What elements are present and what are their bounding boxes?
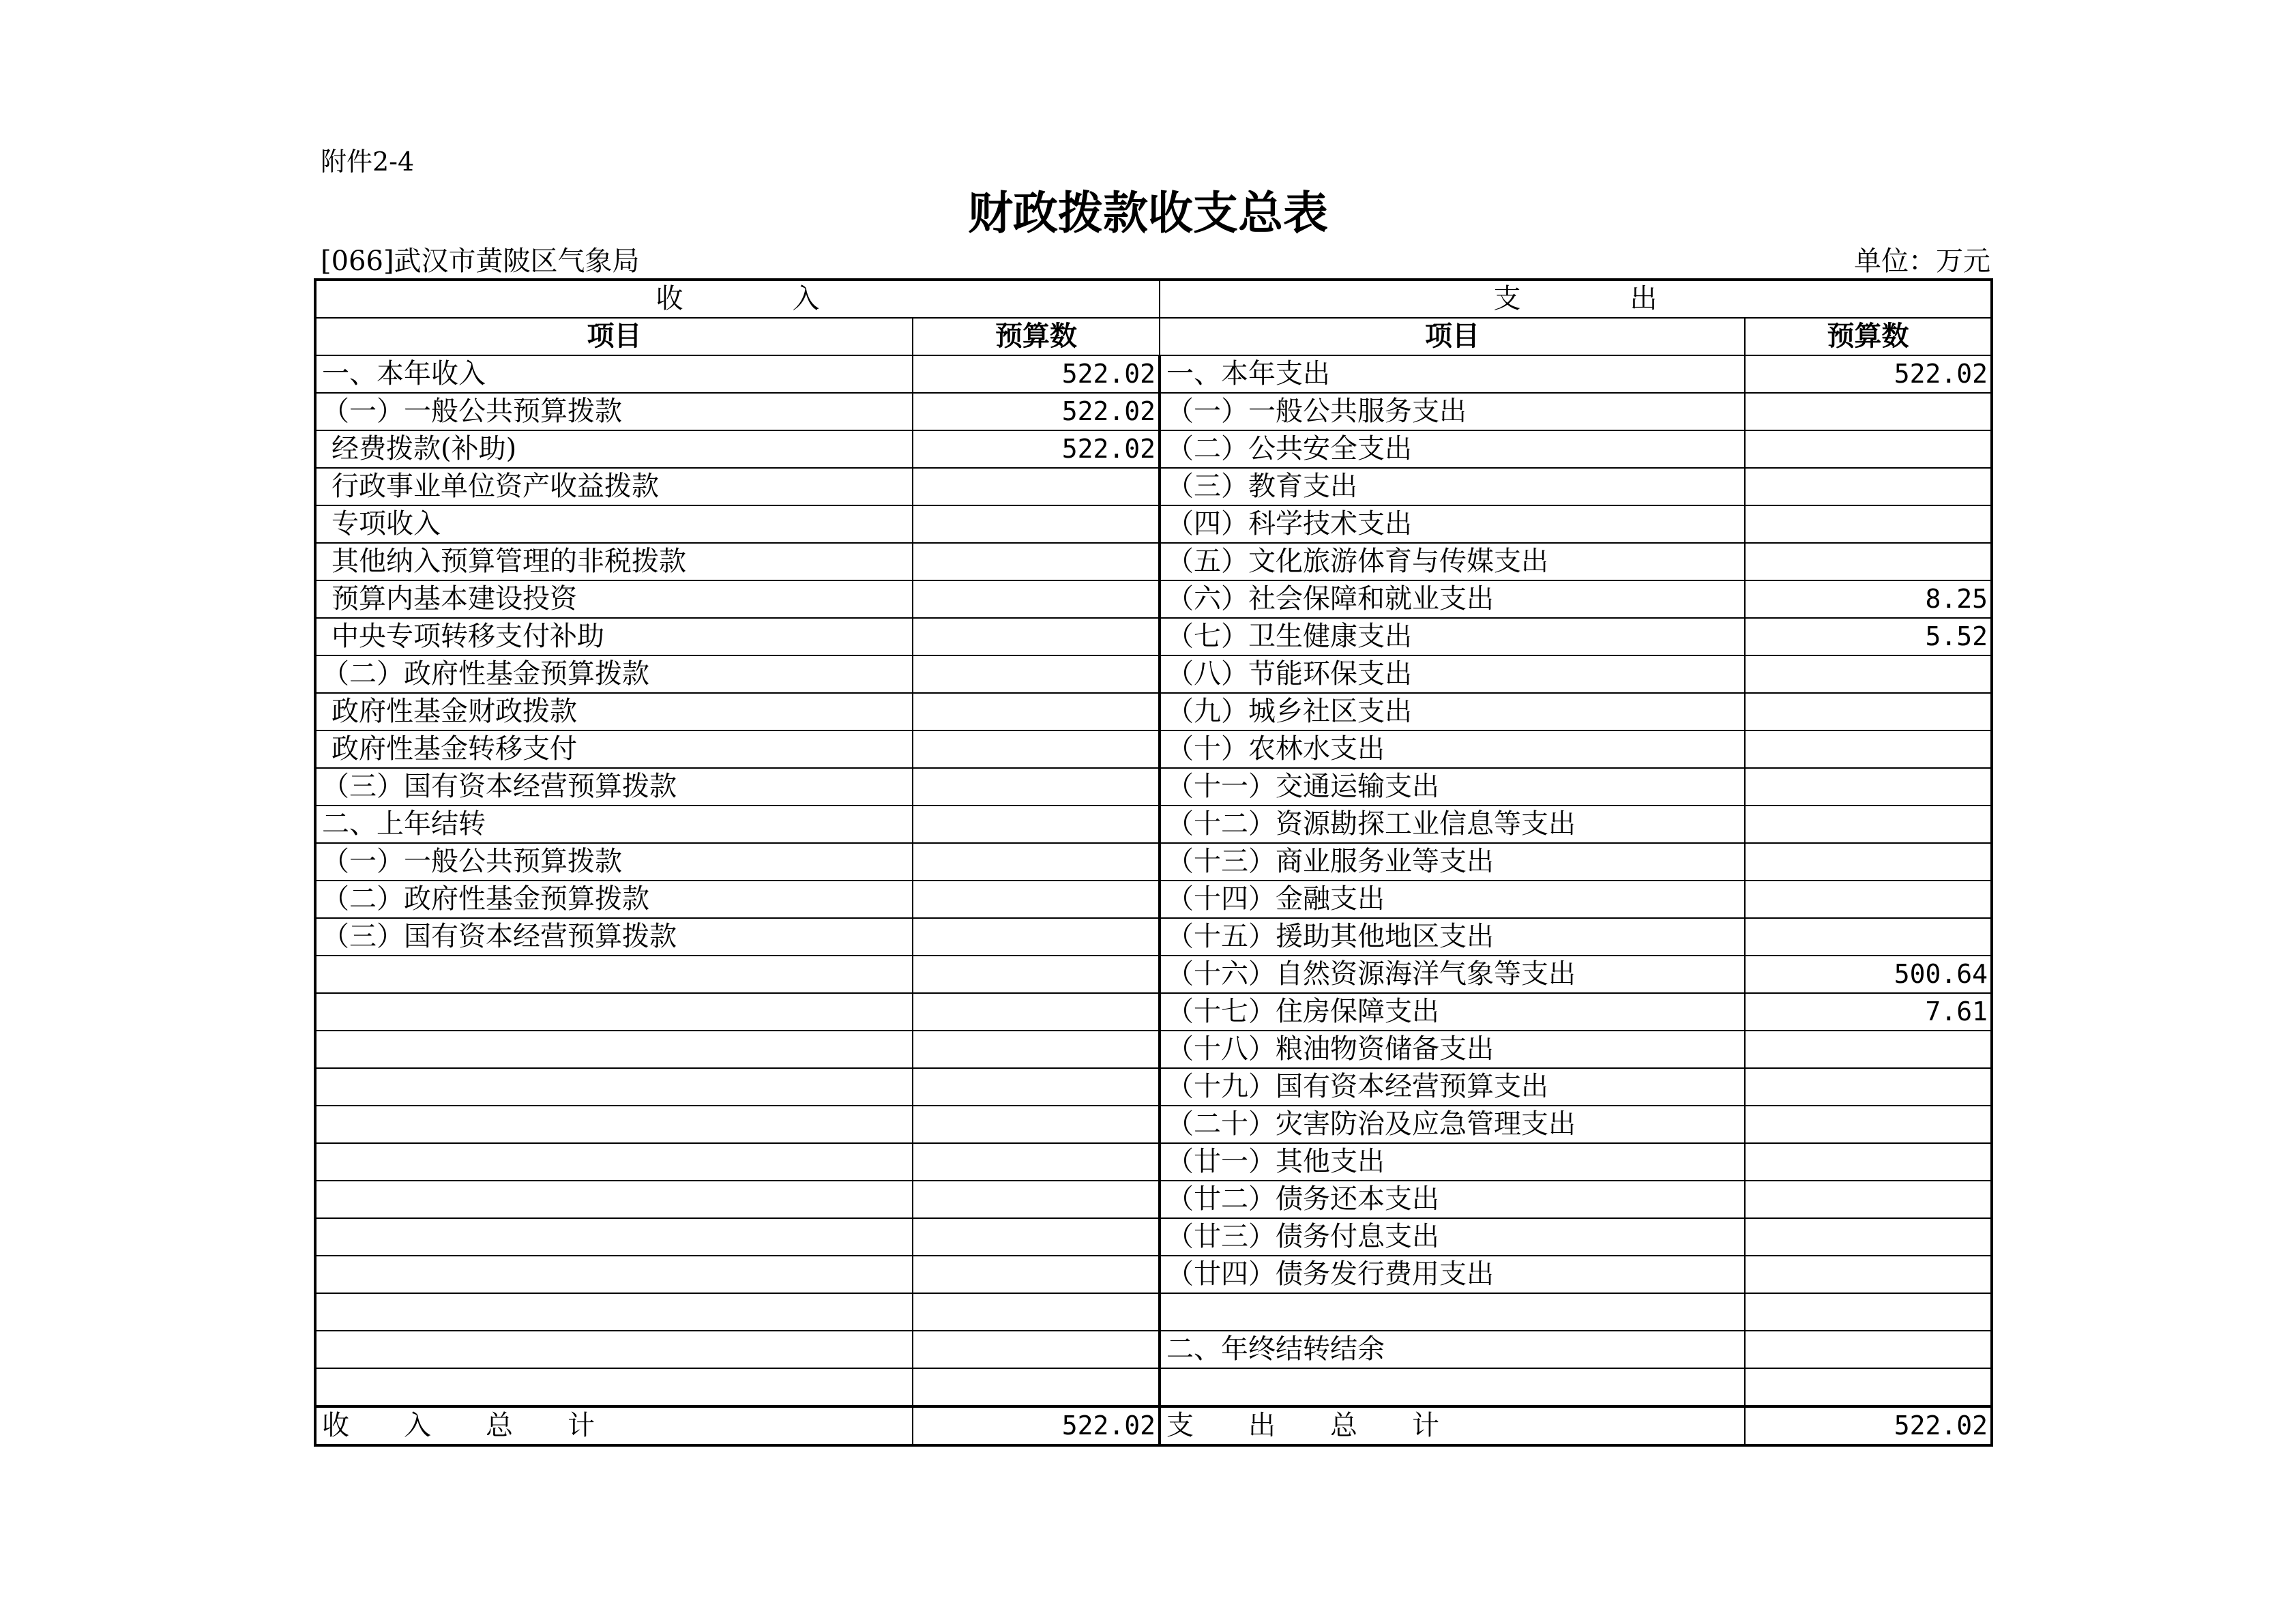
income-item-cell: 行政事业单位资产收益拨款 (315, 468, 913, 505)
expense-budget-cell (1745, 881, 1992, 918)
expense-item-cell: （九）城乡社区支出 (1160, 693, 1745, 730)
income-item-cell (315, 1331, 913, 1368)
expense-budget-cell: 7.61 (1745, 993, 1992, 1031)
income-budget-cell (913, 1181, 1160, 1218)
table-row (315, 655, 1992, 693)
expense-budget-cell (1745, 1143, 1992, 1181)
expense-budget-cell (1745, 768, 1992, 806)
income-budget-cell (913, 806, 1160, 843)
table-row (315, 1256, 1992, 1293)
table-row (315, 693, 1992, 730)
expense-budget-header: 预算数 (1745, 318, 1992, 355)
income-budget-cell (913, 1293, 1160, 1331)
expense-item-cell: （四）科学技术支出 (1160, 505, 1745, 543)
expense-item-cell: 一、本年支出 (1160, 355, 1745, 393)
income-budget-cell (913, 1068, 1160, 1106)
table-row (315, 956, 1992, 993)
table-body (315, 355, 1992, 1406)
expense-item-header: 项目 (1160, 318, 1745, 355)
income-budget-cell (913, 693, 1160, 730)
table-row (315, 843, 1992, 881)
income-budget-cell (913, 1031, 1160, 1068)
expense-budget-cell (1745, 468, 1992, 505)
organization-name: [066]武汉市黄陂区气象局 (321, 246, 640, 277)
expense-item-cell: （十一）交通运输支出 (1160, 768, 1745, 806)
income-budget-cell (913, 543, 1160, 580)
expense-item-cell (1160, 1368, 1745, 1406)
expense-budget-cell (1745, 1181, 1992, 1218)
table-row (315, 881, 1992, 918)
table-row (315, 1068, 1992, 1106)
table-row (315, 1031, 1992, 1068)
expense-budget-cell (1745, 1106, 1992, 1143)
income-budget-header: 预算数 (913, 318, 1160, 355)
expense-item-cell: （六）社会保障和就业支出 (1160, 580, 1745, 618)
income-total-label: 收 入 总 计 (315, 1406, 913, 1445)
expense-budget-cell (1745, 505, 1992, 543)
table-row (315, 543, 1992, 580)
income-item-cell: 政府性基金财政拨款 (315, 693, 913, 730)
page-title: 财政拨款收支总表 (968, 187, 1328, 239)
expense-item-cell: （十七）住房保障支出 (1160, 993, 1745, 1031)
table-row (315, 1331, 1992, 1368)
income-item-cell (315, 1143, 913, 1181)
income-budget-cell (913, 618, 1160, 655)
income-item-cell: 专项收入 (315, 505, 913, 543)
expense-budget-cell (1745, 693, 1992, 730)
income-budget-cell (913, 918, 1160, 956)
table-row (315, 806, 1992, 843)
income-item-cell (315, 1106, 913, 1143)
table-row (315, 618, 1992, 655)
table-row (315, 1368, 1992, 1406)
income-budget-cell (913, 1368, 1160, 1406)
expense-budget-cell: 500.64 (1745, 956, 1992, 993)
expense-budget-cell (1745, 918, 1992, 956)
expense-item-cell: 二、年终结转结余 (1160, 1331, 1745, 1368)
income-item-cell: 预算内基本建设投资 (315, 580, 913, 618)
expense-budget-cell (1745, 806, 1992, 843)
expense-item-cell: （廿二）债务还本支出 (1160, 1181, 1745, 1218)
income-item-cell: （二）政府性基金预算拨款 (315, 655, 913, 693)
expense-item-cell: （二）公共安全支出 (1160, 430, 1745, 468)
expense-budget-cell (1745, 655, 1992, 693)
income-budget-cell (913, 1143, 1160, 1181)
income-item-cell: 二、上年结转 (315, 806, 913, 843)
income-item-cell (315, 1181, 913, 1218)
income-item-cell: （一）一般公共预算拨款 (315, 393, 913, 430)
expense-item-cell: （十三）商业服务业等支出 (1160, 843, 1745, 881)
income-budget-cell (913, 1106, 1160, 1143)
income-item-cell (315, 956, 913, 993)
income-item-cell (315, 1256, 913, 1293)
expense-budget-cell (1745, 1331, 1992, 1368)
expense-item-cell: （十四）金融支出 (1160, 881, 1745, 918)
income-item-cell: 一、本年收入 (315, 355, 913, 393)
expense-total-value: 522.02 (1745, 1406, 1992, 1445)
income-budget-cell (913, 1331, 1160, 1368)
income-budget-cell: 522.02 (913, 430, 1160, 468)
table-row (315, 1143, 1992, 1181)
income-budget-cell (913, 1218, 1160, 1256)
expense-budget-cell (1745, 1368, 1992, 1406)
table-row (315, 393, 1992, 430)
table-row (315, 580, 1992, 618)
income-total-value: 522.02 (913, 1406, 1160, 1445)
income-budget-cell (913, 730, 1160, 768)
expense-item-cell: （十九）国有资本经营预算支出 (1160, 1068, 1745, 1106)
income-item-cell (315, 1031, 913, 1068)
income-budget-cell (913, 1256, 1160, 1293)
income-item-cell: 经费拨款(补助) (315, 430, 913, 468)
expense-item-cell: （十五）援助其他地区支出 (1160, 918, 1745, 956)
expense-budget-cell (1745, 1293, 1992, 1331)
expense-budget-cell: 8.25 (1745, 580, 1992, 618)
expense-budget-cell (1745, 430, 1992, 468)
attachment-label: 附件2-4 (321, 147, 415, 177)
expense-budget-cell (1745, 1218, 1992, 1256)
expense-item-cell: （三）教育支出 (1160, 468, 1745, 505)
expense-budget-cell (1745, 543, 1992, 580)
expense-item-cell: （一）一般公共服务支出 (1160, 393, 1745, 430)
income-item-cell: （三）国有资本经营预算拨款 (315, 768, 913, 806)
table-row (315, 505, 1992, 543)
income-budget-cell (913, 843, 1160, 881)
expense-total-label: 支 出 总 计 (1160, 1406, 1745, 1445)
table-row (315, 1106, 1992, 1143)
expense-budget-cell (1745, 730, 1992, 768)
income-budget-cell (913, 580, 1160, 618)
expense-budget-cell (1745, 1068, 1992, 1106)
income-item-cell: （三）国有资本经营预算拨款 (315, 918, 913, 956)
expense-item-cell: （廿四）债务发行费用支出 (1160, 1256, 1745, 1293)
income-budget-cell (913, 768, 1160, 806)
income-item-cell: （二）政府性基金预算拨款 (315, 881, 913, 918)
table-row (315, 1218, 1992, 1256)
unit-label: 单位：万元 (1854, 246, 1990, 277)
table-row (315, 1181, 1992, 1218)
expense-item-cell: （七）卫生健康支出 (1160, 618, 1745, 655)
income-item-cell (315, 1293, 913, 1331)
income-budget-cell: 522.02 (913, 393, 1160, 430)
income-item-cell: 其他纳入预算管理的非税拨款 (315, 543, 913, 580)
expense-item-cell: （五）文化旅游体育与传媒支出 (1160, 543, 1745, 580)
income-budget-cell (913, 655, 1160, 693)
income-budget-cell (913, 956, 1160, 993)
income-group-header: 收 入 (315, 280, 1160, 318)
income-item-cell: （一）一般公共预算拨款 (315, 843, 913, 881)
income-budget-cell (913, 881, 1160, 918)
expense-item-cell: （十八）粮油物资储备支出 (1160, 1031, 1745, 1068)
expense-item-cell: （十六）自然资源海洋气象等支出 (1160, 956, 1745, 993)
table-row (315, 468, 1992, 505)
income-budget-cell (913, 993, 1160, 1031)
income-item-cell (315, 1368, 913, 1406)
income-item-cell (315, 1068, 913, 1106)
table-row (315, 993, 1992, 1031)
income-item-cell: 中央专项转移支付补助 (315, 618, 913, 655)
income-item-cell (315, 1218, 913, 1256)
expense-item-cell (1160, 1293, 1745, 1331)
table-row (315, 730, 1992, 768)
fiscal-summary-table (314, 278, 1993, 1447)
expense-budget-cell: 5.52 (1745, 618, 1992, 655)
expense-item-cell: （廿一）其他支出 (1160, 1143, 1745, 1181)
table-row (315, 430, 1992, 468)
expense-item-cell: （十）农林水支出 (1160, 730, 1745, 768)
table-row (315, 918, 1992, 956)
expense-item-cell: （十二）资源勘探工业信息等支出 (1160, 806, 1745, 843)
table-row (315, 355, 1992, 393)
expense-group-header: 支 出 (1160, 280, 1992, 318)
income-item-header: 项目 (315, 318, 913, 355)
expense-budget-cell: 522.02 (1745, 355, 1992, 393)
table-row (315, 1293, 1992, 1331)
income-budget-cell (913, 468, 1160, 505)
income-item-cell: 政府性基金转移支付 (315, 730, 913, 768)
expense-budget-cell (1745, 1256, 1992, 1293)
table-row (315, 768, 1992, 806)
expense-budget-cell (1745, 1031, 1992, 1068)
income-budget-cell: 522.02 (913, 355, 1160, 393)
expense-item-cell: （二十）灾害防治及应急管理支出 (1160, 1106, 1745, 1143)
expense-budget-cell (1745, 393, 1992, 430)
income-item-cell (315, 993, 913, 1031)
expense-item-cell: （八）节能环保支出 (1160, 655, 1745, 693)
total-row (315, 1406, 1992, 1445)
income-budget-cell (913, 505, 1160, 543)
expense-budget-cell (1745, 843, 1992, 881)
expense-item-cell: （廿三）债务付息支出 (1160, 1218, 1745, 1256)
